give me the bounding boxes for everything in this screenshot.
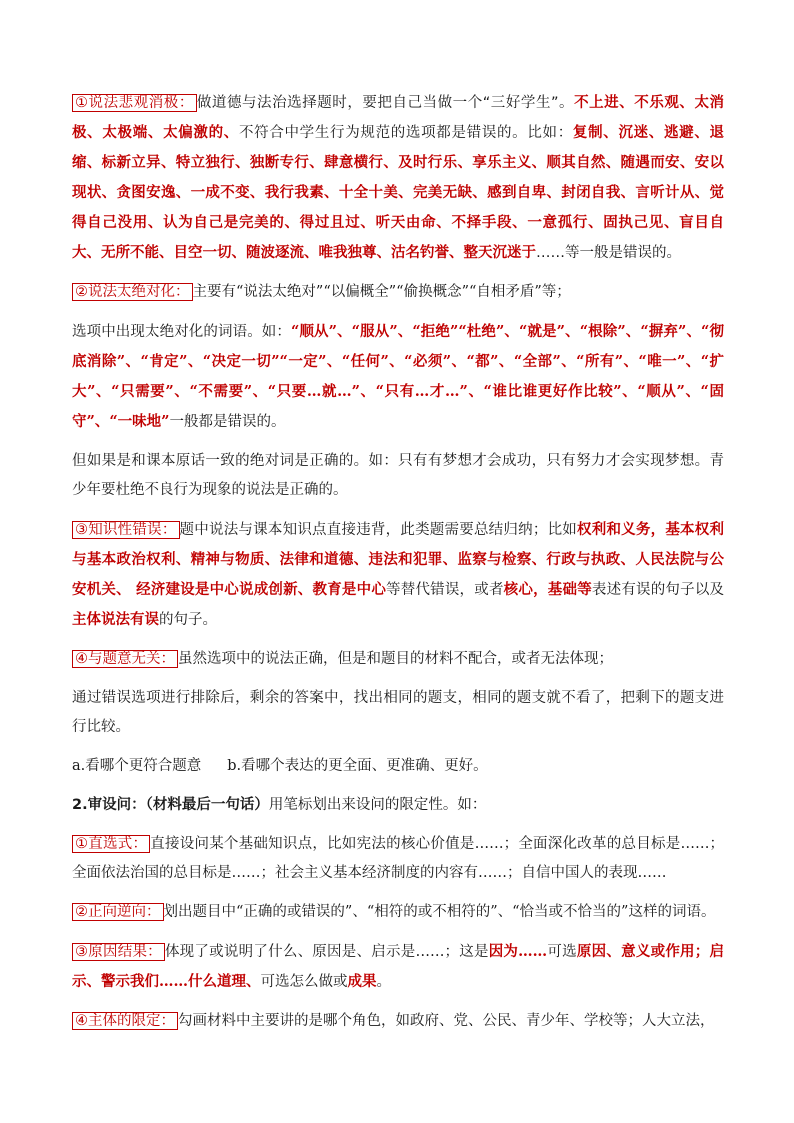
paragraph-text: 体现了或说明了什么、原因是、启示是……；这是 xyxy=(164,944,489,960)
paragraph-question-review xyxy=(72,791,724,820)
paragraph-text: 做道德与法治选择题时，要把自己当做一个“三好学生”。 xyxy=(196,95,575,111)
paragraph-text: 。 xyxy=(376,974,391,990)
option-b-text: b.看哪个表达的更全面、更准确、更好。 xyxy=(227,758,488,774)
paragraph-text: 通过错误选项进行排除后，剩余的答案中，找出相同的题支，相同的题支就不看了，把剩下的题支进行比较。 xyxy=(72,690,724,735)
paragraph-text: ……等一般是错误的。 xyxy=(536,245,681,261)
highlight-text: 成果 xyxy=(347,973,377,990)
paragraph-elimination xyxy=(72,684,724,742)
paragraph-text: 不符合中学生行为规范的选项都是错误的。比如： xyxy=(238,125,573,141)
highlight-text: “顺从”、“服从”、“拒绝”“杜绝”、“就是”、“根除”、“摒弃”、“彻底消除”、“肯定”、“决定一切”“一定”、“任何”、“必须”、“都”、“全部”、“所有”、“唯一”、“扩大”、“只需要”、“不需要”、“只要…就…”、“只有…才…”、“谁比谁更好作比较”、“顺从”、“固守”、“一味地” xyxy=(72,323,724,430)
section-heading: ③原因结果： xyxy=(72,943,165,961)
highlight-text: 复制、沉迷、逃避、退缩、标新立异、特立独行、独断专行、肆意横行、及时行乐、享乐主义、顺其自然、随遇而安、安以现状、贪图安逸、一成不变、我行我素、十全十美、完美无缺、感到自卑、封闭自我、言听计从、觉得自己没用、认为自己是完美的、得过且过、听天由命、不择手段、一意孤行、固执己见、盲目自大、无所不能、目空一切、随波逐流、唯我独尊、沽名钓誉、整天沉迷于 xyxy=(72,124,725,261)
paragraph-direct xyxy=(72,830,724,888)
paragraph-absolute xyxy=(72,278,724,307)
paragraph-absolute-words xyxy=(72,317,724,437)
paragraph-text: 等替代错误，或者 xyxy=(386,582,504,598)
paragraph-knowledge-error xyxy=(72,515,724,635)
section-heading: ①说法悲观消极： xyxy=(72,94,197,112)
highlight-text: 权利和义务，基本权利与基本政治权利、精神与物质、法律和道德、违法和犯罪、监察与检察、行政与执政、人民法院与公安机关、 经济建设是中心说成创新、教育是中心 xyxy=(72,521,725,598)
option-a-text: a.看哪个更符合题意 xyxy=(72,758,202,774)
section-title: 2.审设问：（材料最后一句话） xyxy=(72,797,269,813)
section-heading: ④与题意无关： xyxy=(72,650,178,668)
paragraph-text: 勾画材料中主要讲的是哪个角色，如政府、党、公民、青少年、学校等；人大立法， xyxy=(178,1013,715,1029)
highlight-text: 因为…… xyxy=(488,943,548,960)
paragraph-positive-negative xyxy=(72,898,724,927)
paragraph-text: 划出题目中“正确的或错误的”、“相符的或不相符的”、“恰当或不恰当的”这样的词语。 xyxy=(163,904,716,920)
paragraph-exception xyxy=(72,447,724,505)
paragraph-text: 的句子。 xyxy=(159,612,217,628)
paragraph-text: 一般都是错误的。 xyxy=(169,414,286,430)
section-heading: ①直选式： xyxy=(72,835,150,853)
highlight-text: 原因、意义或作用；启示、警示我们……什么道理、 xyxy=(72,943,725,990)
paragraph-text: 可选怎么做或 xyxy=(260,974,348,990)
paragraph-text: 选项中出现太绝对化的词语。如： xyxy=(72,324,291,340)
section-heading: ③知识性错误： xyxy=(72,521,180,539)
section-heading: ④主体的限定： xyxy=(72,1012,178,1030)
highlight-text: 主体说法有误 xyxy=(72,611,159,628)
paragraph-text: 表述有误的句子以及 xyxy=(591,582,725,598)
paragraph-subject-limit xyxy=(72,1007,724,1036)
paragraph-pessimistic xyxy=(72,88,724,268)
paragraph-cause-effect xyxy=(72,937,724,997)
paragraph-text: 题中说法与课本知识点直接违背，此类题需要总结归纳；比如 xyxy=(179,522,578,538)
section-heading: ②说法太绝对化： xyxy=(72,283,193,301)
paragraph-text: 但如果是和课本原话一致的绝对词是正确的。如：只有有梦想才会成功，只有努力才会实现梦想。青少年要杜绝不良行为现象的说法是正确的。 xyxy=(72,453,724,498)
paragraph-text: 可选 xyxy=(547,944,577,960)
paragraph-irrelevant xyxy=(72,645,724,674)
paragraph-text: 虽然选项中的说法正确，但是和题目的材料不配合，或者无法体现； xyxy=(178,651,613,667)
paragraph-text: 用笔标划出来设问的限定性。如： xyxy=(268,797,487,813)
document-page xyxy=(72,88,724,1046)
highlight-text: 不上进、不乐观、太消极、太极端、太偏激的、 xyxy=(72,94,725,141)
paragraph-text: 主要有“说法太绝对”“以偏概全”“偷换概念”“自相矛盾”等； xyxy=(192,284,571,300)
section-heading: ②正向逆向： xyxy=(72,903,164,921)
paragraph-text: 直接设问某个基础知识点，比如宪法的核心价值是……；全面深化改革的总目标是……；全面依法治国的总目标是……；社会主义基本经济制度的内容有……；自信中国人的表现…… xyxy=(72,836,724,881)
highlight-text: 核心，基础等 xyxy=(503,581,592,598)
paragraph-compare xyxy=(72,752,724,781)
